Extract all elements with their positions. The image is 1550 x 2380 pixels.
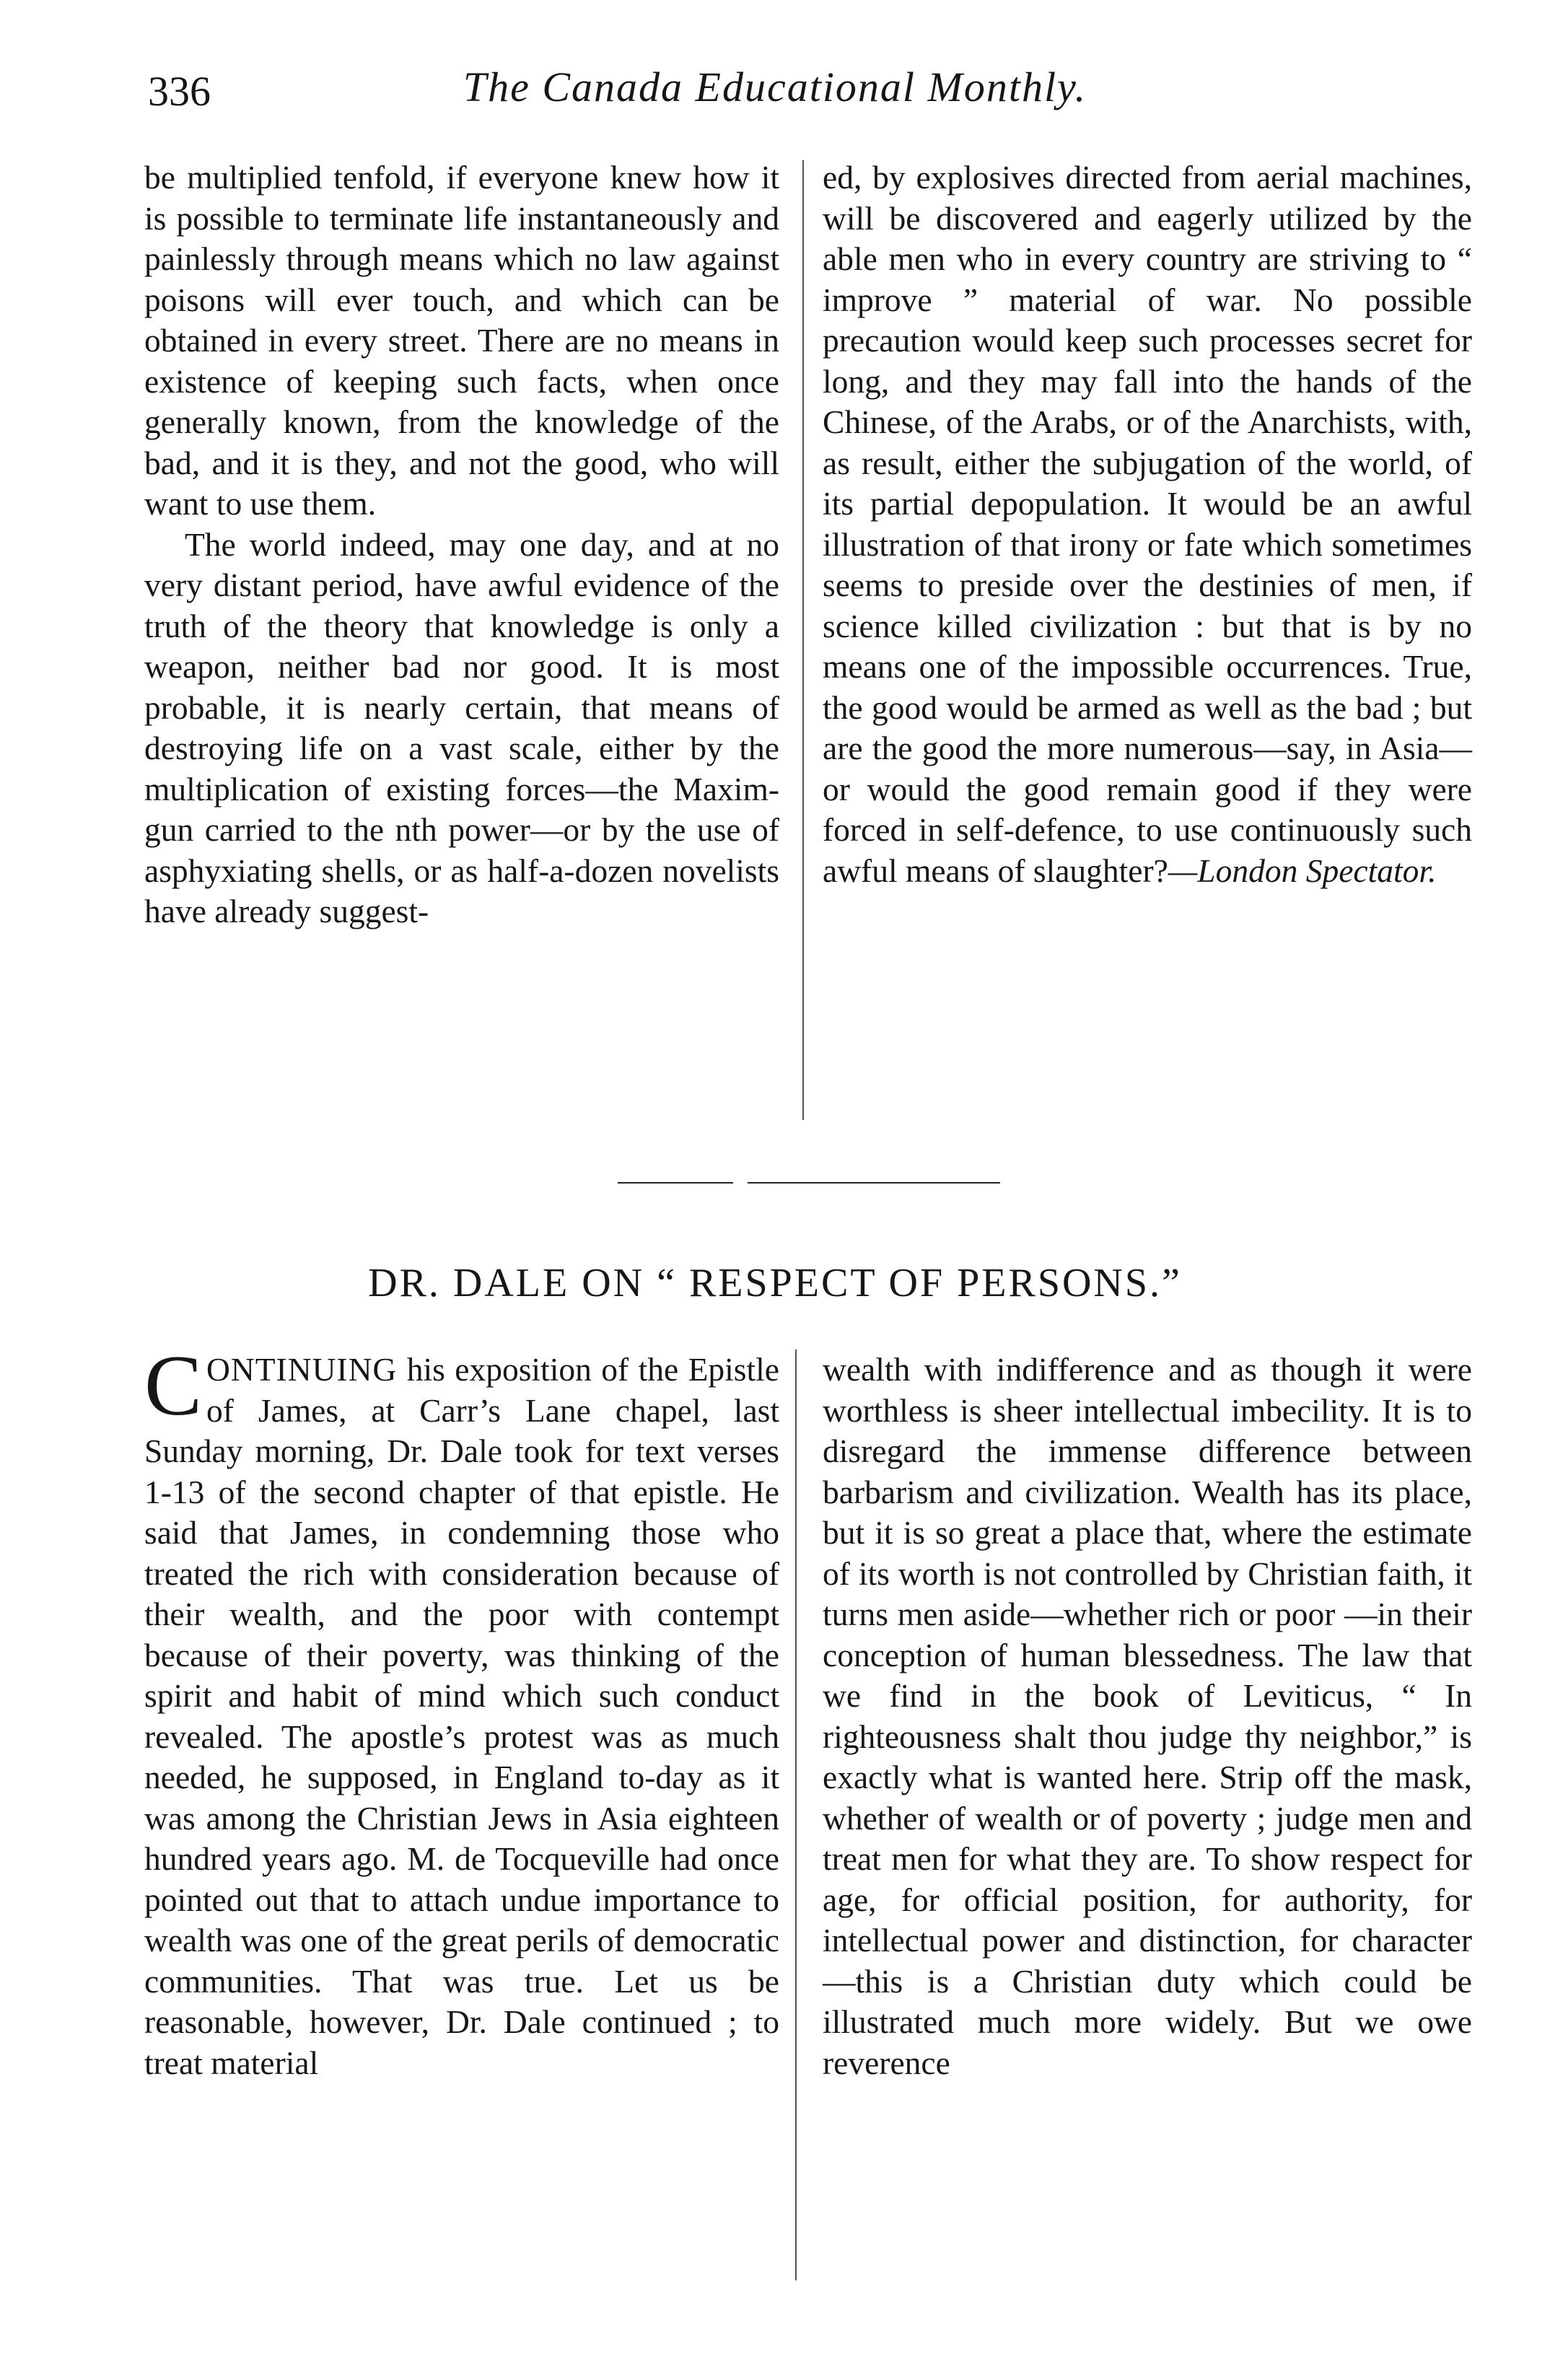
column-divider (802, 160, 804, 1120)
article2-paragraph-1 (144, 1337, 779, 2083)
section-separator-short (618, 1182, 733, 1184)
article2-right-column (823, 1349, 1472, 2083)
article1-left-column (144, 157, 779, 932)
article2-right-text: wealth with indifference and as though it were worthless is sheer intellectual imbecility. It is to disregard the immense difference between barbarism and civilization. Wealth has its place, but it is so great a place that, where the estimate of its worth is not controlled by Christian faith, it turns men aside—whether rich or poor —in their conception of human blessedness. The law that we find in the book of Leviticus, “ In righteousness shalt thou judge thy neighbor,” is exactly what is wanted here. Strip off the mask, whether of wealth or of poverty ; judge men and treat men for what they are. To show respect for age, for official position, for authority, for intellectual power and distinction, for character—this is a Christian duty which could be illustrated much more widely. But we owe reverence (823, 1351, 1472, 2081)
article2-left-text: his exposition of the Epistle of James, at Carr’s Lane chapel, last Sunday morning, Dr. Dale took for text verses 1-13 of the second chapter of that epistle. He said that James, in condemning those who treated the rich with consideration because of their wealth, and the poor with contempt because of their poverty, was thinking of the spirit and habit of mind which such conduct revealed. The apostle’s protest was as much needed, he supposed, in England to-day as it was among the Christian Jews in Asia eighteen hundred years ago. M. de Tocqueville had once pointed out that to attach undue importance to wealth was one of the great perils of democratic communities. That was true. Let us be reasonable, however, Dr. Dale continued ; to treat material (144, 1351, 779, 2081)
article-title: DR. DALE ON “ RESPECT OF PERSONS.” (368, 1261, 1182, 1305)
section-separator-long (748, 1182, 1000, 1184)
article1-paragraph-1: be multiplied tenfold, if everyone knew how it is possible to terminate life instantaneously and painlessly through means which no law against poisons will ever touch, and which can be obtained in every street. There are no means in existence of keeping such facts, when once generally known, from the knowledge of the bad, and it is they, and not the good, who will want to use them. (144, 159, 779, 522)
first-word: ONTINUING (206, 1351, 398, 1388)
column-divider-2 (795, 1349, 797, 2280)
drop-cap: C (144, 1337, 203, 1433)
article1-paragraph-2: The world indeed, may one day, and at no very distant period, have awful evidence of the truth of the theory that knowledge is only a weapon, neither bad nor good. It is most probable, it is nearly certain, that means of destroying life on a vast scale, either by the multiplication of existing forces—the Maxim-gun carried to the nth power—or by the use of asphyxiating shells, or as half-a-dozen novelists have already suggest- (144, 525, 779, 929)
page-number: 336 (148, 68, 211, 115)
running-title: The Canada Educational Monthly. (463, 64, 1087, 110)
article2-left-column (144, 1337, 779, 2083)
article1-paragraph-3-text: ed, by explosives directed from aerial machines, will be discovered and eagerly utilized by the able men who in every country are striving to “ improve ” material of war. No possible precaution would keep such processes secret for long, and they may fall into the hands of the Chinese, of the Arabs, or of the Anarchists, with, as result, either the subjugation of the world, of its partial depopulation. It would be an awful illustration of that irony or fate which sometimes seems to preside over the destinies of men, if science killed civilization : but that is by no means one of the impossible occurrences. True, the good would be armed as well as the bad ; but are the good the more numerous—say, in Asia—or would the good remain good if they were forced in self-defence, to use continuously such awful means of slaughter? (823, 159, 1472, 889)
article1-right-column (823, 157, 1472, 891)
article1-paragraph-3 (823, 157, 1472, 891)
attribution: —London Spectator. (1168, 852, 1437, 889)
